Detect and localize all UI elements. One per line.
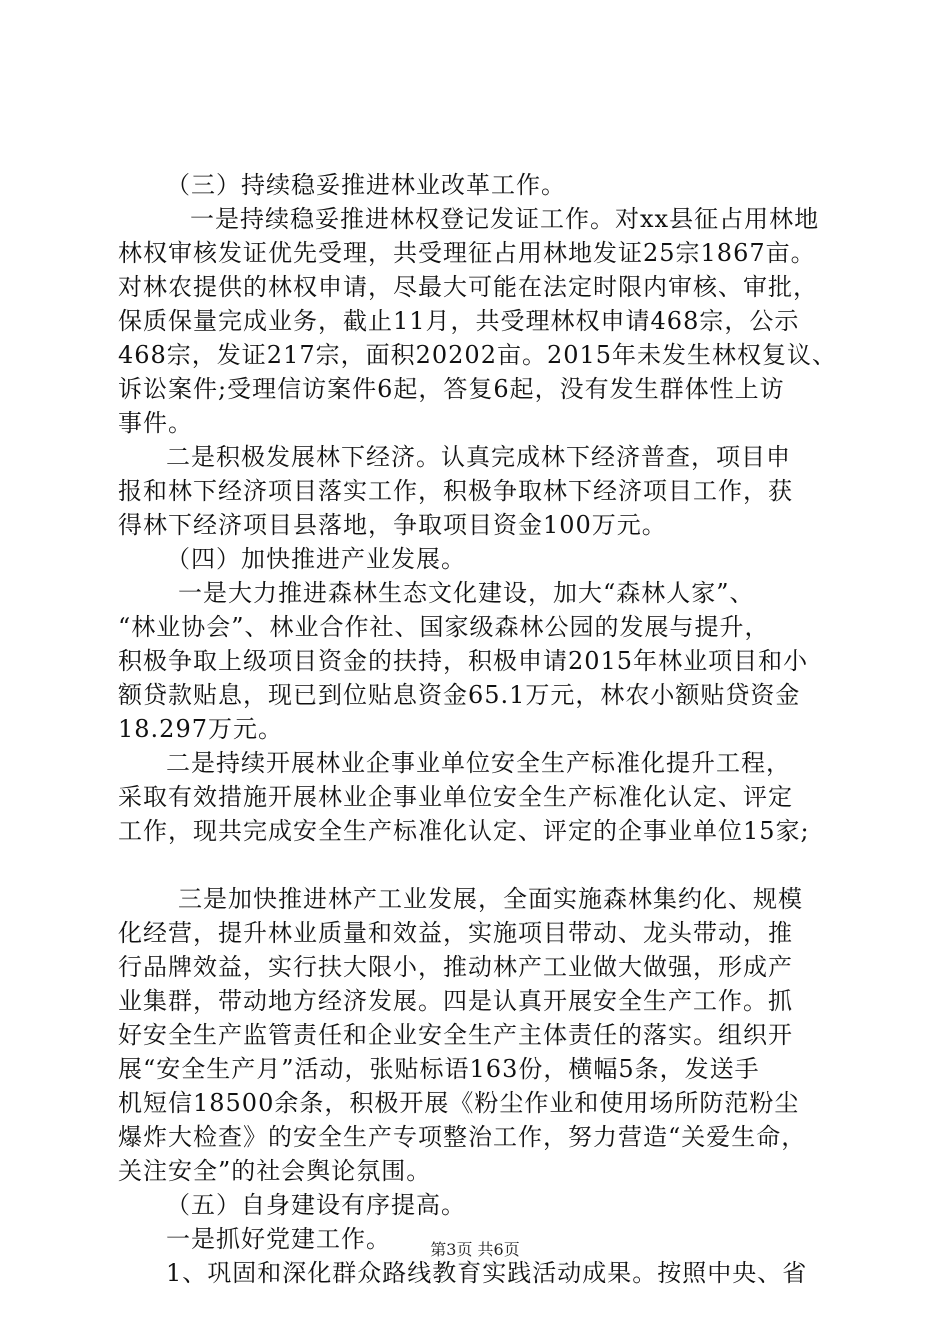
paragraph-line: 一是大力推进森林生态文化建设，加大“森林人家”、 bbox=[178, 579, 755, 607]
paragraph-line: 好安全生产监管责任和企业安全生产主体责任的落实。组织开 bbox=[118, 1021, 793, 1049]
document-body bbox=[118, 168, 838, 1290]
paragraph-line: 一是抓好党建工作。 bbox=[166, 1225, 391, 1253]
paragraph-line: 采取有效措施开展林业企事业单位安全生产标准化认定、评定 bbox=[118, 783, 793, 811]
section-heading-4: （四）加快推进产业发展。 bbox=[166, 545, 466, 573]
paragraph-line: 额贷款贴息，现已到位贴息资金65.1万元，林农小额贴贷资金 bbox=[118, 681, 801, 709]
paragraph-line: 得林下经济项目县落地，争取项目资金100万元。 bbox=[118, 511, 667, 539]
paragraph-line: 工作，现共完成安全生产标准化认定、评定的企事业单位15家; bbox=[118, 817, 810, 845]
paragraph-line: 三是加快推进林产工业发展，全面实施森林集约化、规模 bbox=[178, 885, 803, 913]
paragraph-line: 关注安全”的社会舆论氛围。 bbox=[118, 1157, 432, 1185]
paragraph-line: 机短信18500余条，积极开展《粉尘作业和使用场所防范粉尘 bbox=[118, 1089, 800, 1117]
paragraph-line: 一是持续稳妥推进林权登记发证工作。对xx县征占用林地 bbox=[190, 205, 820, 233]
paragraph-line: 行品牌效益，实行扶大限小，推动林产工业做大做强，形成产 bbox=[118, 953, 793, 981]
paragraph-line: 诉讼案件;受理信访案件6起，答复6起，没有发生群体性上访 bbox=[118, 375, 785, 403]
paragraph-line: 二是积极发展林下经济。认真完成林下经济普查，项目申 bbox=[166, 443, 791, 471]
paragraph-line: 林权审核发证优先受理，共受理征占用林地发证25宗1867亩。 bbox=[118, 239, 816, 267]
section-heading-5: （五）自身建设有序提高。 bbox=[166, 1191, 466, 1219]
page-footer: 第3页 共6页 bbox=[430, 1240, 520, 1259]
paragraph-line: 事件。 bbox=[118, 409, 193, 437]
paragraph-line: 展“安全生产月”活动，张贴标语163份，横幅5条，发送手 bbox=[118, 1055, 760, 1083]
blank-line bbox=[118, 848, 834, 882]
paragraph-line: 1、巩固和深化群众路线教育实践活动成果。按照中央、省 bbox=[166, 1259, 808, 1287]
paragraph-line: 对林农提供的林权申请，尽最大可能在法定时限内审核、审批， bbox=[118, 273, 818, 301]
paragraph-line: 业集群，带动地方经济发展。四是认真开展安全生产工作。抓 bbox=[118, 987, 793, 1015]
paragraph-line: 爆炸大检查》的安全生产专项整治工作，努力营造“关爱生命， bbox=[118, 1123, 807, 1151]
section-heading-3: （三）持续稳妥推进林业改革工作。 bbox=[166, 171, 566, 199]
paragraph-line: 二是持续开展林业企事业单位安全生产标准化提升工程， bbox=[166, 749, 791, 777]
paragraph-line: 积极争取上级项目资金的扶持，积极申请2015年林业项目和小 bbox=[118, 647, 809, 675]
paragraph-line: 保质保量完成业务，截止11月，共受理林权申请468宗，公示 bbox=[118, 307, 800, 335]
paragraph-line: 报和林下经济项目落实工作，积极争取林下经济项目工作，获 bbox=[118, 477, 793, 505]
paragraph-line: 468宗，发证217宗，面积20202亩。2015年未发生林权复议、 bbox=[118, 341, 838, 369]
paragraph-line: “林业协会”、林业合作社、国家级森林公园的发展与提升， bbox=[118, 613, 770, 641]
paragraph-line: 18.297万元。 bbox=[118, 715, 283, 743]
paragraph-line: 化经营，提升林业质量和效益，实施项目带动、龙头带动，推 bbox=[118, 919, 793, 947]
